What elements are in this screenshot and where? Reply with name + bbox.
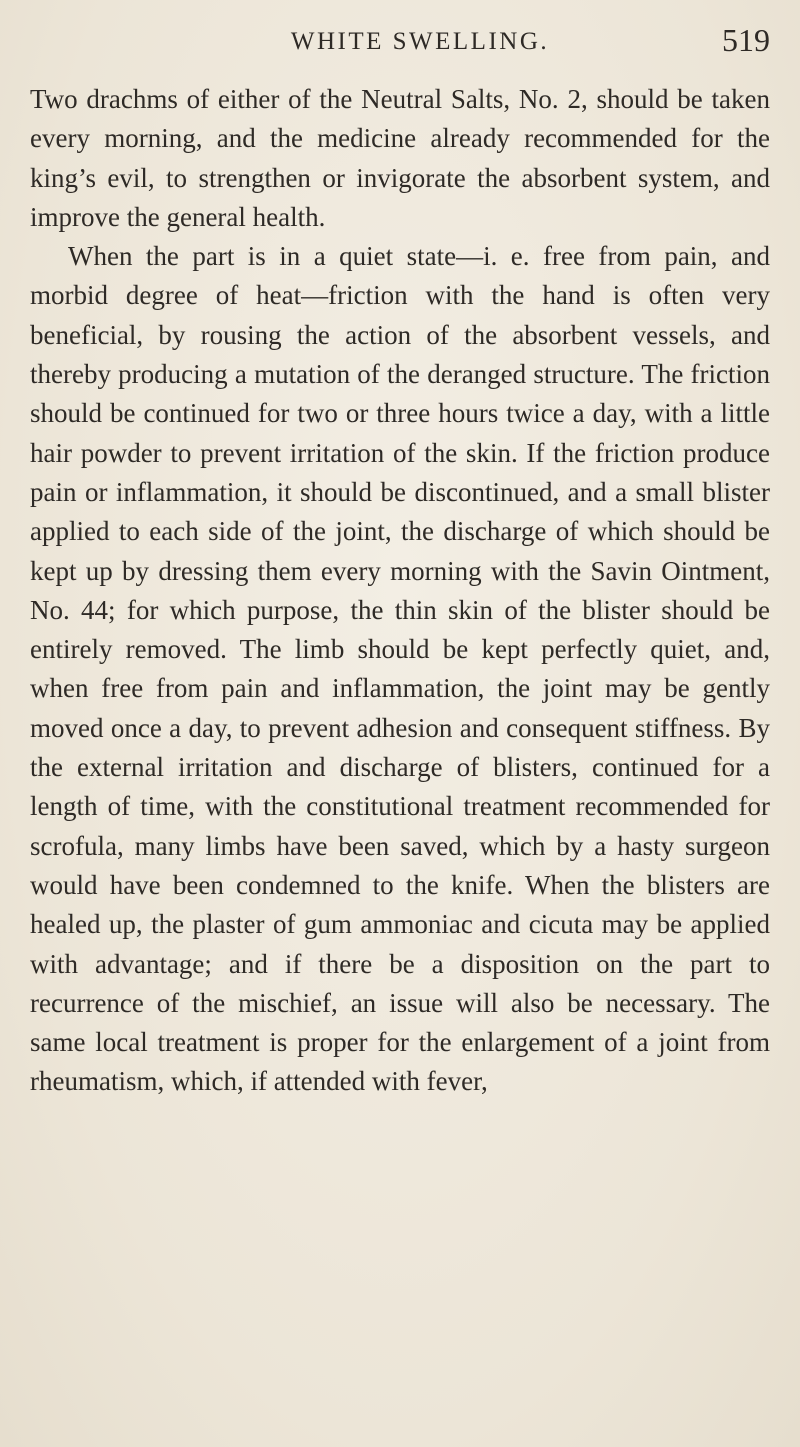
running-head: WHITE SWELLING. <box>290 28 550 55</box>
body-text <box>30 80 770 1102</box>
page-header <box>30 22 770 66</box>
page-number: 519 <box>722 22 770 58</box>
paragraph: When the part is in a quiet state—i. e. free from pain, and morbid degree of heat—friction with the hand is often very beneficial, by rousing the action of the absorbent vessels, and thereby producing a mutation of the deranged structure. The friction should be continued for two or three hours twice a day, with a little hair powder to prevent irritation of the skin. If the friction produce pain or inflammation, it should be discontinued, and a small blister applied to each side of the joint, the discharge of which should be kept up by dressing them every morning with the Savin Ointment, No. 44; for which purpose, the thin skin of the blister should be entirely removed. The limb should be kept perfectly quiet, and, when free from pain and inflammation, the joint may be gently moved once a day, to prevent adhesion and consequent stiffness. By the external irritation and discharge of blisters, continued for a length of time, with the constitutional treatment recommended for scrofula, many limbs have been saved, which by a hasty surgeon would have been condemned to the knife. When the blisters are healed up, the plaster of gum ammoniac and cicuta may be applied with advantage; and if there be a disposition on the part to recurrence of the mischief, an issue will also be necessary. The same local treatment is proper for the enlargement of a joint from rheumatism, which, if attended with fever, <box>30 241 770 1097</box>
paragraph: Two drachms of either of the Neutral Salts, No. 2, should be taken every morning, and the medicine already recommended for the king’s evil, to strengthen or invigorate the absorbent system, and improve the general health. <box>30 84 770 232</box>
